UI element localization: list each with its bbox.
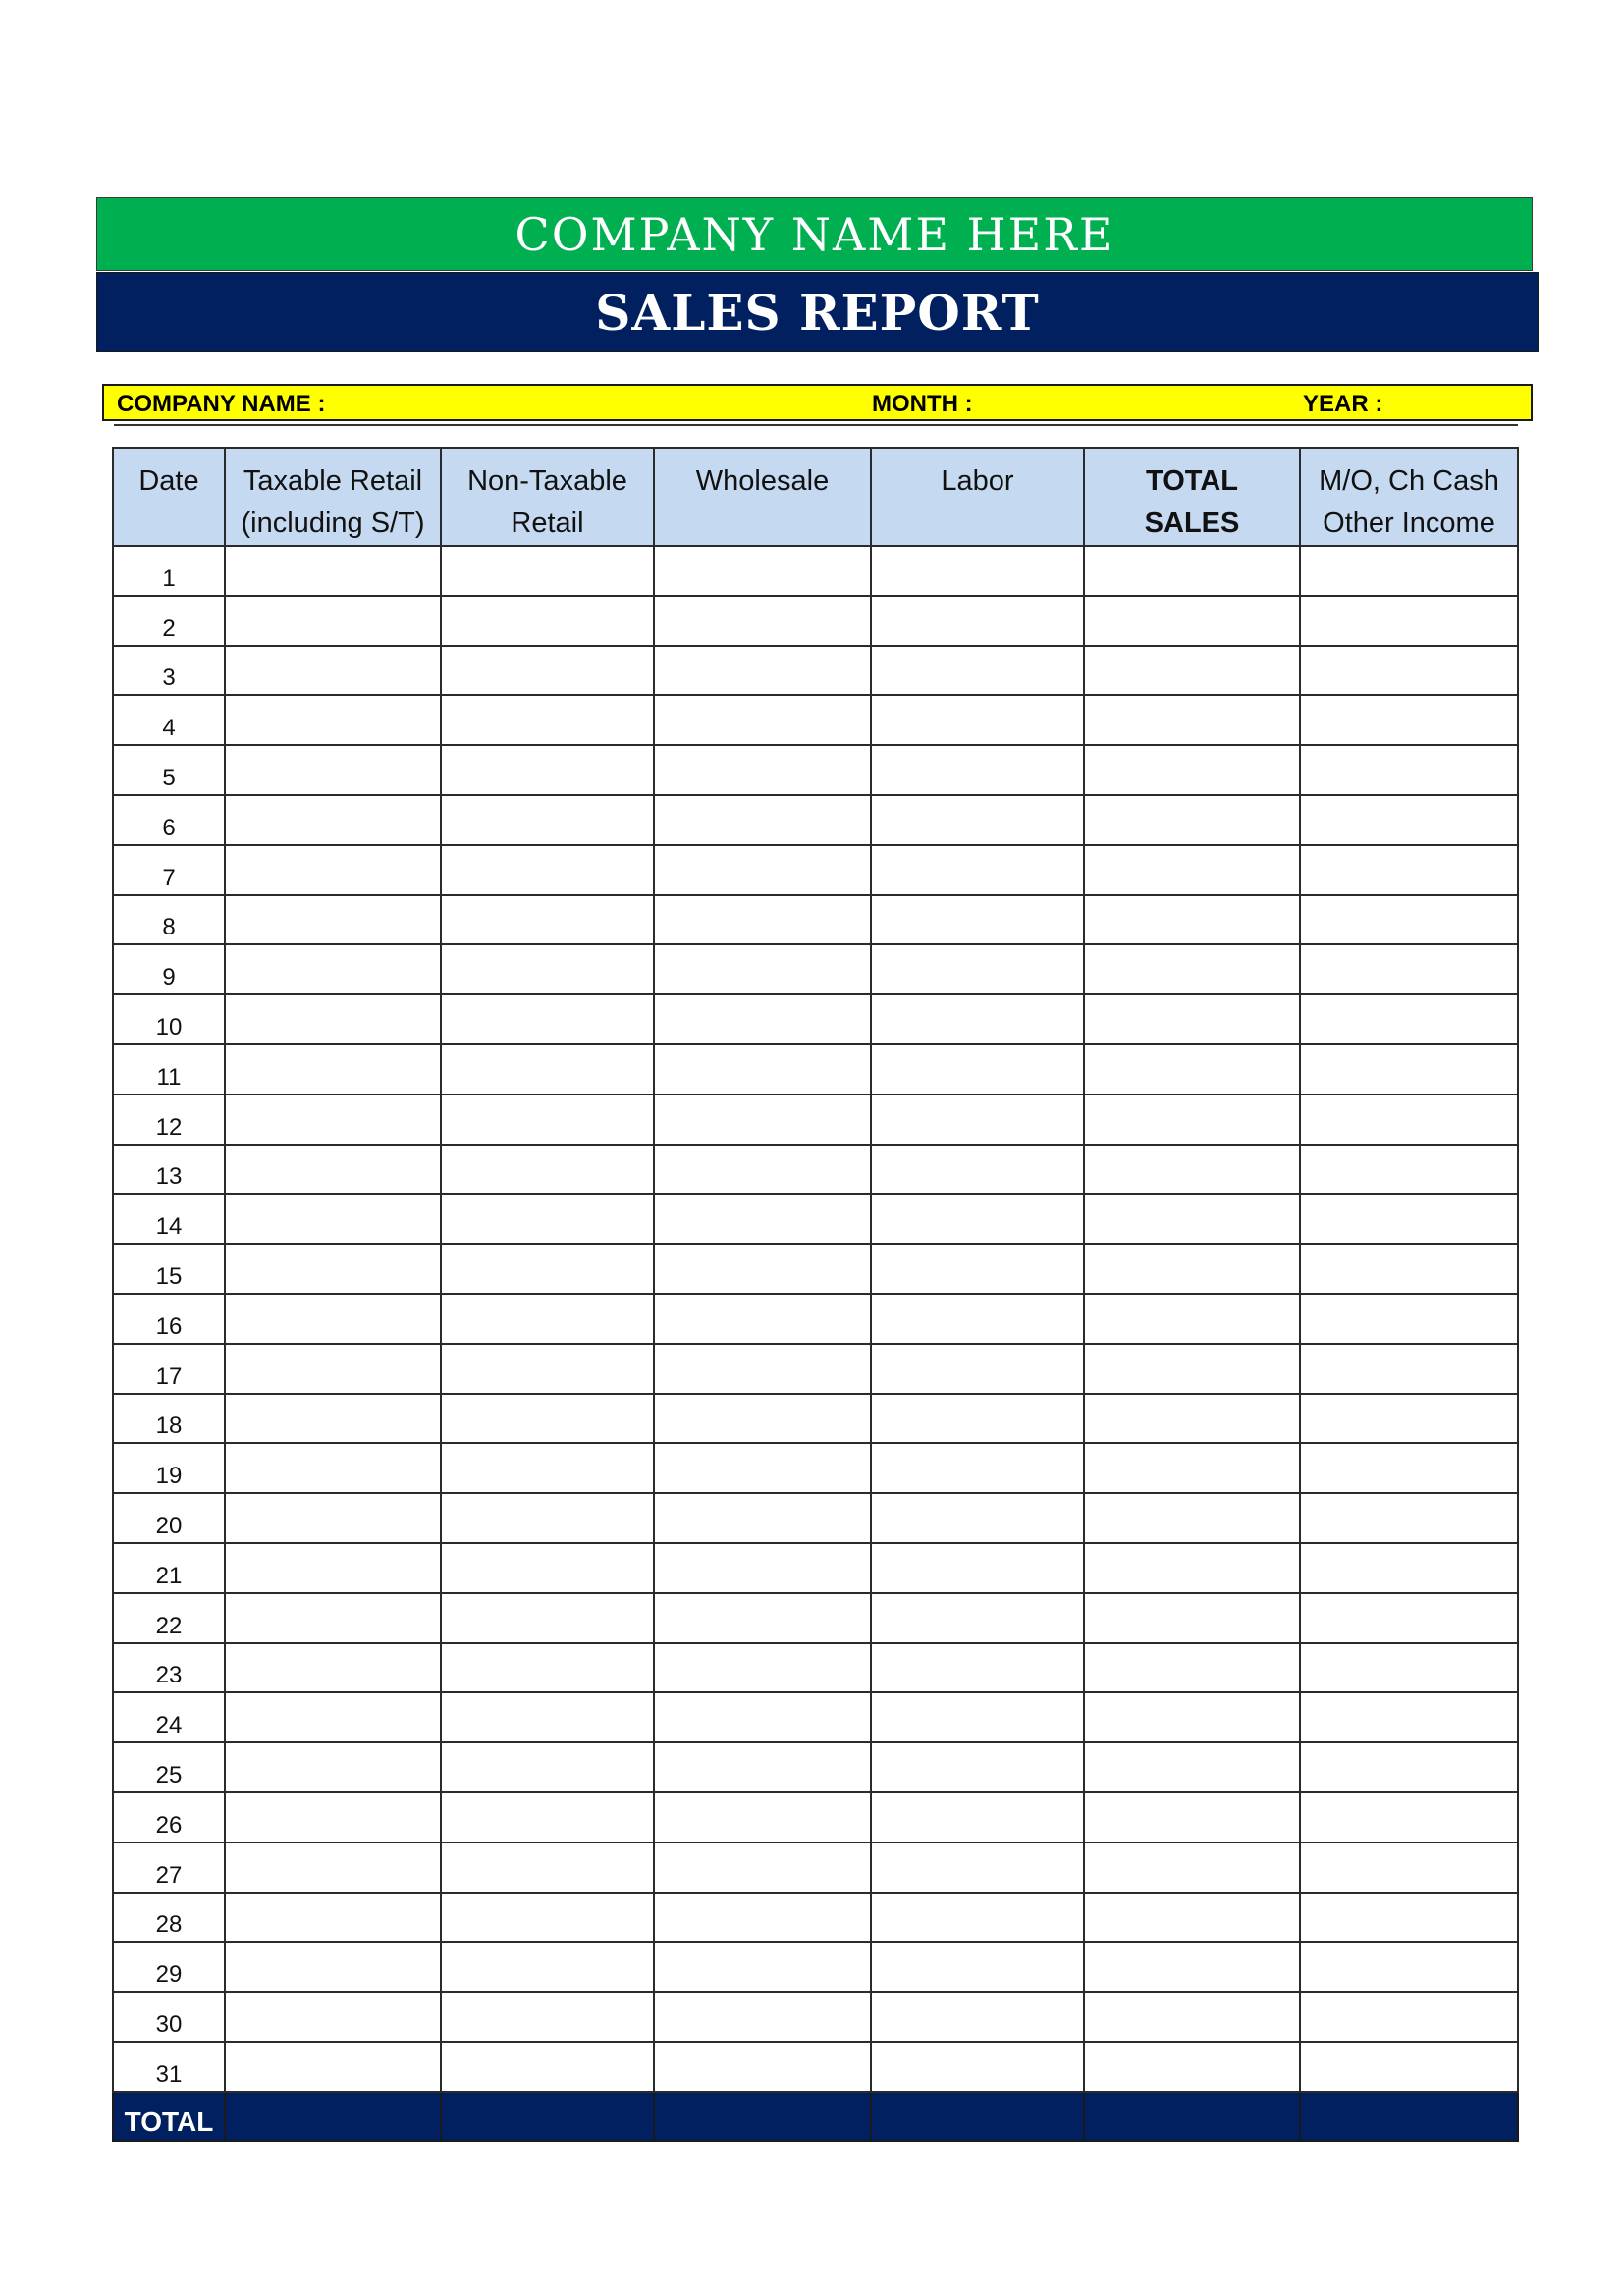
entry-cell[interactable] <box>225 944 441 994</box>
entry-cell[interactable] <box>871 1145 1084 1195</box>
table-row <box>113 895 1518 945</box>
entry-cell[interactable] <box>1300 2042 1518 2092</box>
entry-cell[interactable] <box>654 745 871 795</box>
entry-cell[interactable] <box>1084 1294 1300 1344</box>
entry-cell[interactable] <box>1300 1044 1518 1095</box>
entry-cell[interactable] <box>871 646 1084 696</box>
table-row <box>113 1394 1518 1444</box>
entry-cell[interactable] <box>441 944 654 994</box>
date-cell: 6 <box>113 795 225 845</box>
entry-cell[interactable] <box>1084 1493 1300 1543</box>
entry-cell[interactable] <box>654 1992 871 2042</box>
entry-cell[interactable] <box>441 695 654 745</box>
entry-cell[interactable] <box>1084 546 1300 596</box>
entry-cell[interactable] <box>1084 1643 1300 1693</box>
entry-cell[interactable] <box>654 845 871 895</box>
date-cell: 5 <box>113 745 225 795</box>
entry-cell[interactable] <box>1084 695 1300 745</box>
entry-cell[interactable] <box>871 1992 1084 2042</box>
company-name-title: COMPANY NAME HERE <box>514 207 1114 261</box>
entry-cell[interactable] <box>1300 895 1518 945</box>
entry-cell[interactable] <box>225 1044 441 1095</box>
date-cell: 15 <box>113 1244 225 1294</box>
entry-cell[interactable] <box>871 1842 1084 1893</box>
entry-cell[interactable] <box>1300 1294 1518 1344</box>
date-cell: 24 <box>113 1692 225 1742</box>
table-row <box>113 1742 1518 1792</box>
table-row <box>113 1443 1518 1493</box>
entry-cell[interactable] <box>654 1643 871 1693</box>
table-row <box>113 1692 1518 1742</box>
date-cell: 25 <box>113 1742 225 1792</box>
entry-cell[interactable] <box>654 944 871 994</box>
entry-cell[interactable] <box>225 646 441 696</box>
entry-cell[interactable] <box>1300 944 1518 994</box>
entry-cell[interactable] <box>225 1742 441 1792</box>
entry-cell[interactable] <box>225 745 441 795</box>
table-row <box>113 1893 1518 1943</box>
entry-cell[interactable] <box>1084 994 1300 1044</box>
date-cell: 10 <box>113 994 225 1044</box>
entry-cell[interactable] <box>654 596 871 646</box>
entry-cell[interactable] <box>441 994 654 1044</box>
entry-cell[interactable] <box>1084 1443 1300 1493</box>
column-header-taxable-retail: Taxable Retail (including S/T) <box>225 448 441 546</box>
table-row <box>113 1095 1518 1145</box>
entry-cell[interactable] <box>1300 546 1518 596</box>
entry-cell[interactable] <box>654 1344 871 1394</box>
entry-cell[interactable] <box>654 895 871 945</box>
entry-cell[interactable] <box>654 1893 871 1943</box>
entry-cell[interactable] <box>225 546 441 596</box>
entry-cell[interactable] <box>654 994 871 1044</box>
entry-cell[interactable] <box>225 2042 441 2092</box>
entry-cell[interactable] <box>871 1443 1084 1493</box>
date-cell: 28 <box>113 1893 225 1943</box>
table-row <box>113 2042 1518 2092</box>
table-row <box>113 1842 1518 1893</box>
entry-cell[interactable] <box>871 1742 1084 1792</box>
entry-cell[interactable] <box>225 695 441 745</box>
table-row <box>113 1643 1518 1693</box>
entry-cell[interactable] <box>871 1394 1084 1444</box>
entry-cell[interactable] <box>1300 596 1518 646</box>
entry-cell[interactable] <box>871 1294 1084 1344</box>
entry-cell[interactable] <box>225 795 441 845</box>
sales-report-banner <box>96 272 1539 352</box>
entry-cell[interactable] <box>871 1942 1084 1992</box>
date-cell: 18 <box>113 1394 225 1444</box>
entry-cell[interactable] <box>1300 1593 1518 1643</box>
date-cell: 3 <box>113 646 225 696</box>
entry-cell[interactable] <box>441 1294 654 1344</box>
table-row <box>113 1244 1518 1294</box>
entry-cell[interactable] <box>1084 944 1300 994</box>
entry-cell[interactable] <box>441 1145 654 1195</box>
entry-cell[interactable] <box>654 1792 871 1842</box>
entry-cell[interactable] <box>1084 895 1300 945</box>
entry-cell[interactable] <box>654 1842 871 1893</box>
entry-cell[interactable] <box>1084 1145 1300 1195</box>
table-row <box>113 596 1518 646</box>
entry-cell[interactable] <box>1300 795 1518 845</box>
entry-cell[interactable] <box>871 1643 1084 1693</box>
entry-cell[interactable] <box>1084 745 1300 795</box>
entry-cell[interactable] <box>654 1593 871 1643</box>
table-row <box>113 1145 1518 1195</box>
entry-cell[interactable] <box>441 1244 654 1294</box>
entry-cell[interactable] <box>871 895 1084 945</box>
date-cell: 31 <box>113 2042 225 2092</box>
table-row <box>113 1044 1518 1095</box>
entry-cell[interactable] <box>225 1394 441 1444</box>
table-row <box>113 1543 1518 1593</box>
entry-cell[interactable] <box>654 1145 871 1195</box>
entry-cell[interactable] <box>441 1842 654 1893</box>
entry-cell[interactable] <box>1084 845 1300 895</box>
total-row <box>113 2092 1518 2141</box>
total-cell[interactable] <box>1084 2092 1300 2141</box>
column-header-date: Date <box>113 448 225 546</box>
entry-cell[interactable] <box>1300 1244 1518 1294</box>
entry-cell[interactable] <box>441 795 654 845</box>
entry-cell[interactable] <box>654 2042 871 2092</box>
entry-cell[interactable] <box>654 1294 871 1344</box>
date-cell: 23 <box>113 1643 225 1693</box>
column-header-total-sales: TOTAL SALES <box>1084 448 1300 546</box>
table-row <box>113 1493 1518 1543</box>
entry-cell[interactable] <box>225 1244 441 1294</box>
entry-cell[interactable] <box>871 1593 1084 1643</box>
entry-cell[interactable] <box>1300 695 1518 745</box>
entry-cell[interactable] <box>1084 1394 1300 1444</box>
entry-cell[interactable] <box>1300 1842 1518 1893</box>
column-header-other-income: M/O, Ch Cash Other Income <box>1300 448 1518 546</box>
table-row <box>113 994 1518 1044</box>
total-cell[interactable] <box>225 2092 441 2141</box>
entry-cell[interactable] <box>441 1443 654 1493</box>
entry-cell[interactable] <box>1300 1792 1518 1842</box>
entry-cell[interactable] <box>1084 1543 1300 1593</box>
entry-cell[interactable] <box>654 1942 871 1992</box>
entry-cell[interactable] <box>654 1443 871 1493</box>
entry-cell[interactable] <box>1300 1643 1518 1693</box>
column-header-non-taxable-retail: Non-Taxable Retail <box>441 448 654 546</box>
entry-cell[interactable] <box>225 1893 441 1943</box>
entry-cell[interactable] <box>654 646 871 696</box>
report-title: SALES REPORT <box>595 283 1040 342</box>
entry-cell[interactable] <box>871 695 1084 745</box>
table-row <box>113 1194 1518 1244</box>
entry-cell[interactable] <box>225 1692 441 1742</box>
entry-cell[interactable] <box>871 1543 1084 1593</box>
entry-cell[interactable] <box>441 845 654 895</box>
total-cell[interactable] <box>441 2092 654 2141</box>
entry-cell[interactable] <box>441 1095 654 1145</box>
entry-cell[interactable] <box>225 994 441 1044</box>
entry-cell[interactable] <box>225 1593 441 1643</box>
date-cell: 20 <box>113 1493 225 1543</box>
header-row <box>113 448 1518 546</box>
year-label: YEAR : <box>1303 391 1383 417</box>
entry-cell[interactable] <box>1084 1244 1300 1294</box>
entry-cell[interactable] <box>871 994 1084 1044</box>
entry-cell[interactable] <box>1300 994 1518 1044</box>
entry-cell[interactable] <box>441 596 654 646</box>
entry-cell[interactable] <box>871 1692 1084 1742</box>
entry-cell[interactable] <box>225 1643 441 1693</box>
entry-cell[interactable] <box>871 1244 1084 1294</box>
entry-cell[interactable] <box>871 546 1084 596</box>
table-row <box>113 546 1518 596</box>
entry-cell[interactable] <box>1300 1493 1518 1543</box>
entry-cell[interactable] <box>1084 1992 1300 2042</box>
table-row <box>113 1792 1518 1842</box>
entry-cell[interactable] <box>1300 845 1518 895</box>
date-cell: 21 <box>113 1543 225 1593</box>
entry-cell[interactable] <box>1300 1443 1518 1493</box>
entry-cell[interactable] <box>871 1344 1084 1394</box>
entry-cell[interactable] <box>871 1493 1084 1543</box>
column-header-labor: Labor <box>871 448 1084 546</box>
table-row <box>113 1344 1518 1394</box>
entry-cell[interactable] <box>654 1742 871 1792</box>
entry-cell[interactable] <box>871 795 1084 845</box>
date-cell: 8 <box>113 895 225 945</box>
entry-cell[interactable] <box>441 1942 654 1992</box>
entry-cell[interactable] <box>654 795 871 845</box>
entry-cell[interactable] <box>441 2042 654 2092</box>
date-cell: 4 <box>113 695 225 745</box>
entry-cell[interactable] <box>1300 1194 1518 1244</box>
entry-cell[interactable] <box>225 1095 441 1145</box>
entry-cell[interactable] <box>225 1942 441 1992</box>
entry-cell[interactable] <box>654 1493 871 1543</box>
date-cell: 22 <box>113 1593 225 1643</box>
date-cell: 19 <box>113 1443 225 1493</box>
entry-cell[interactable] <box>654 1095 871 1145</box>
entry-cell[interactable] <box>1084 1095 1300 1145</box>
table-row <box>113 795 1518 845</box>
entry-cell[interactable] <box>654 1394 871 1444</box>
entry-cell[interactable] <box>1084 1194 1300 1244</box>
date-cell: 14 <box>113 1194 225 1244</box>
table-row <box>113 745 1518 795</box>
entry-cell[interactable] <box>1300 1942 1518 1992</box>
entry-cell[interactable] <box>441 646 654 696</box>
entry-cell[interactable] <box>871 845 1084 895</box>
entry-cell[interactable] <box>1084 1344 1300 1394</box>
entry-cell[interactable] <box>654 1692 871 1742</box>
date-cell: 7 <box>113 845 225 895</box>
month-label: MONTH : <box>872 391 973 417</box>
entry-cell[interactable] <box>1084 2042 1300 2092</box>
entry-cell[interactable] <box>871 1044 1084 1095</box>
entry-cell[interactable] <box>441 1893 654 1943</box>
date-cell: 12 <box>113 1095 225 1145</box>
entry-cell[interactable] <box>441 1194 654 1244</box>
total-cell[interactable] <box>1300 2092 1518 2141</box>
entry-cell[interactable] <box>441 745 654 795</box>
entry-cell[interactable] <box>1300 1344 1518 1394</box>
entry-cell[interactable] <box>1300 1692 1518 1742</box>
entry-cell[interactable] <box>871 1893 1084 1943</box>
entry-cell[interactable] <box>1084 795 1300 845</box>
entry-cell[interactable] <box>1300 1893 1518 1943</box>
info-bar <box>102 384 1533 421</box>
date-cell: 27 <box>113 1842 225 1893</box>
entry-cell[interactable] <box>441 1593 654 1643</box>
entry-cell[interactable] <box>871 1792 1084 1842</box>
entry-cell[interactable] <box>441 1543 654 1593</box>
entry-cell[interactable] <box>1084 1942 1300 1992</box>
entry-cell[interactable] <box>1084 1842 1300 1893</box>
table-row <box>113 845 1518 895</box>
table-row <box>113 1593 1518 1643</box>
entry-cell[interactable] <box>225 1294 441 1344</box>
total-label: TOTAL <box>113 2092 225 2141</box>
entry-cell[interactable] <box>225 1443 441 1493</box>
entry-cell[interactable] <box>441 1742 654 1792</box>
entry-cell[interactable] <box>654 1044 871 1095</box>
entry-cell[interactable] <box>225 1543 441 1593</box>
date-cell: 26 <box>113 1792 225 1842</box>
entry-cell[interactable] <box>441 1692 654 1742</box>
entry-cell[interactable] <box>225 1493 441 1543</box>
entry-cell[interactable] <box>441 546 654 596</box>
entry-cell[interactable] <box>441 1643 654 1693</box>
company-name-label: COMPANY NAME : <box>117 391 326 417</box>
entry-cell[interactable] <box>441 1044 654 1095</box>
entry-cell[interactable] <box>225 895 441 945</box>
total-cell[interactable] <box>654 2092 871 2141</box>
entry-cell[interactable] <box>871 596 1084 646</box>
info-divider <box>114 424 1518 426</box>
entry-cell[interactable] <box>871 2042 1084 2092</box>
entry-cell[interactable] <box>1300 1394 1518 1444</box>
entry-cell[interactable] <box>441 1394 654 1444</box>
entry-cell[interactable] <box>225 1145 441 1195</box>
company-name-banner <box>96 197 1533 271</box>
entry-cell[interactable] <box>225 1842 441 1893</box>
entry-cell[interactable] <box>225 1194 441 1244</box>
entry-cell[interactable] <box>1300 1145 1518 1195</box>
date-cell: 1 <box>113 546 225 596</box>
date-cell: 2 <box>113 596 225 646</box>
entry-cell[interactable] <box>1084 1593 1300 1643</box>
table-row <box>113 1992 1518 2042</box>
entry-cell[interactable] <box>225 1792 441 1842</box>
entry-cell[interactable] <box>225 596 441 646</box>
entry-cell[interactable] <box>1084 1692 1300 1742</box>
entry-cell[interactable] <box>1300 1742 1518 1792</box>
table-row <box>113 1942 1518 1992</box>
sales-table <box>112 447 1519 2142</box>
entry-cell[interactable] <box>225 1344 441 1394</box>
entry-cell[interactable] <box>1300 1992 1518 2042</box>
entry-cell[interactable] <box>1300 1095 1518 1145</box>
date-cell: 9 <box>113 944 225 994</box>
date-cell: 13 <box>113 1145 225 1195</box>
table-row <box>113 1294 1518 1344</box>
entry-cell[interactable] <box>654 695 871 745</box>
entry-cell[interactable] <box>871 1095 1084 1145</box>
entry-cell[interactable] <box>654 1194 871 1244</box>
column-header-wholesale: Wholesale <box>654 448 871 546</box>
date-cell: 17 <box>113 1344 225 1394</box>
table-row <box>113 944 1518 994</box>
entry-cell[interactable] <box>871 944 1084 994</box>
table-row <box>113 695 1518 745</box>
entry-cell[interactable] <box>225 845 441 895</box>
entry-cell[interactable] <box>441 895 654 945</box>
entry-cell[interactable] <box>1084 646 1300 696</box>
entry-cell[interactable] <box>441 1992 654 2042</box>
entry-cell[interactable] <box>1084 1044 1300 1095</box>
entry-cell[interactable] <box>1084 596 1300 646</box>
entry-cell[interactable] <box>1300 1543 1518 1593</box>
entry-cell[interactable] <box>1300 646 1518 696</box>
entry-cell[interactable] <box>1084 1792 1300 1842</box>
entry-cell[interactable] <box>225 1992 441 2042</box>
entry-cell[interactable] <box>441 1792 654 1842</box>
entry-cell[interactable] <box>654 1244 871 1294</box>
entry-cell[interactable] <box>1084 1742 1300 1792</box>
entry-cell[interactable] <box>1084 1893 1300 1943</box>
entry-cell[interactable] <box>654 546 871 596</box>
date-cell: 16 <box>113 1294 225 1344</box>
entry-cell[interactable] <box>441 1344 654 1394</box>
entry-cell[interactable] <box>871 1194 1084 1244</box>
table-row <box>113 646 1518 696</box>
entry-cell[interactable] <box>1300 745 1518 795</box>
entry-cell[interactable] <box>654 1543 871 1593</box>
date-cell: 30 <box>113 1992 225 2042</box>
entry-cell[interactable] <box>441 1493 654 1543</box>
total-cell[interactable] <box>871 2092 1084 2141</box>
date-cell: 29 <box>113 1942 225 1992</box>
entry-cell[interactable] <box>871 745 1084 795</box>
date-cell: 11 <box>113 1044 225 1095</box>
